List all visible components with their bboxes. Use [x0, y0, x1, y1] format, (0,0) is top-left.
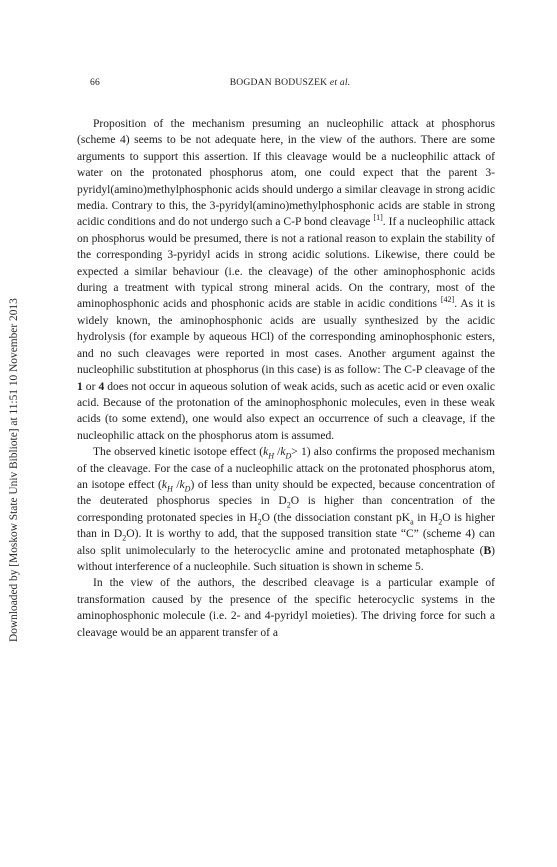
ratio-slash: /	[277, 446, 281, 459]
p2-text-3: ) of less than unity should be expected, because concentration of the deuterated phosphorus species in D	[77, 478, 496, 508]
running-head-authors: BOGDAN BODUSZEK	[229, 77, 328, 88]
d2-subscript: 2	[286, 500, 291, 510]
download-stamp: Downloaded by [Moskow State Univ Bibliote] at 11:51 10 November 2013	[8, 298, 20, 642]
citation-42: [42]	[440, 295, 455, 305]
species-b: B	[483, 544, 492, 557]
p1-text-5: does not occur in aqueous solution of weak acids, such as acetic acid or even oxalic acid. Because of the protonation of the aminophosphonic molecules, even in these weak acids (to some extend), one would also expect an occurrence of such a cleavage, if the nucleophilic attack on the phosphorus atom is assumed.	[77, 380, 496, 442]
kh-subscript-2: H	[166, 484, 173, 494]
h2-subscript-2: 2	[438, 517, 443, 527]
ratio-slash-2: /	[176, 478, 180, 491]
p3-text-1: In the view of the authors, the described cleavage is a particular example of transformation caused by the presence of the specific heterocyclic systems in the aminophosphonic molecule (i.e. 2- and 4-pyridyl moieties). The driving force for such a cleavage would be an apparent transfer of a	[77, 577, 495, 639]
kd-subscript: D	[285, 451, 292, 461]
p1-text-4: or	[85, 380, 96, 393]
body-text	[77, 116, 495, 641]
d2-subscript-2: 2	[122, 533, 127, 543]
page-number: 66	[90, 77, 100, 88]
p2-text-9: ) without interference of a nucleophile. Such situation is shown in scheme 5.	[77, 544, 495, 573]
p2-text-4: O is higher than concentration of the corresponding protonated species in H	[77, 495, 495, 524]
compound-4: 4	[98, 380, 105, 393]
running-head	[90, 77, 490, 88]
paragraph-3	[77, 575, 495, 641]
p2-text-2: > 1) also confirms the proposed mechanism of the cleavage. For the case of a nucleophilic attack on the protonated phosphorus atom, an isotope effect (	[77, 446, 495, 491]
citation-1: [1]	[373, 213, 383, 223]
kh-symbol: k	[263, 446, 269, 459]
p2-text-7: O is higher than in D	[77, 511, 495, 541]
compound-1: 1	[77, 380, 83, 393]
kd-symbol: k	[280, 446, 286, 459]
kd-symbol-2: k	[179, 478, 185, 491]
kh-symbol-2: k	[161, 478, 167, 491]
kd-subscript-2: D	[184, 484, 191, 494]
pka-subscript: a	[410, 517, 414, 527]
paragraph-2	[77, 444, 495, 575]
running-head-etal: et al.	[329, 77, 351, 88]
kh-subscript: H	[268, 451, 274, 461]
h2-subscript: 2	[257, 517, 262, 527]
p1-text-1: Proposition of the mechanism presuming an nucleophilic attack at phosphorus (scheme 4) seems to be not adequate here, in the view of the authors. There are some arguments to support this assertion. If this cleavage would be a nucleophilic attack of water on the protonated phosphorus atom, one could expect that the parent 3-pyridyl(amino)methylphosphonic acids should undergo a similar cleavage in strong acidic media. Contrary to this, the 3-pyridyl(amino)methylphosphonic acids are stable in strong acidic conditions and do not undergo such a C-P bond cleavage	[77, 118, 495, 229]
p1-text-2: . If a nucleophilic attack on phosphorus would be presumed, there is not a rational reason to explain the stability of the corresponding 3-pyridyl acids in strong acidic solutions. Likewise, there could be expected a similar behaviour (i.e. the cleavage) of the other aminophosphonic acids during a treatment with typical strong mineral acids. On the contrary, most of the aminophosphonic acids and phosphonic acids are stable in acidic conditions	[77, 216, 496, 311]
p2-text-1: The observed kinetic isotope effect (	[93, 446, 264, 459]
p1-text-3: . As it is widely known, the aminophosphonic acids are usually synthesized by the acidic hydrolysis (for example by aqueous HCl) of the corresponding aminophosphonic esters, and no such cleavages were reported in most cases. Another argument against the nucleophilic substitution at phosphorus (in this case) is as follow: The C-P cleavage of the	[77, 298, 495, 377]
paragraph-1	[77, 116, 495, 444]
p2-text-8: O). It is worthy to add, that the supposed transition state “C” (scheme 4) can also split unimolecularly to the heterocyclic amine and protonated metaphosphate (	[77, 528, 495, 557]
p2-text-6: in H	[413, 511, 439, 524]
p2-text-5: O (the dissociation constant pK	[261, 511, 411, 524]
